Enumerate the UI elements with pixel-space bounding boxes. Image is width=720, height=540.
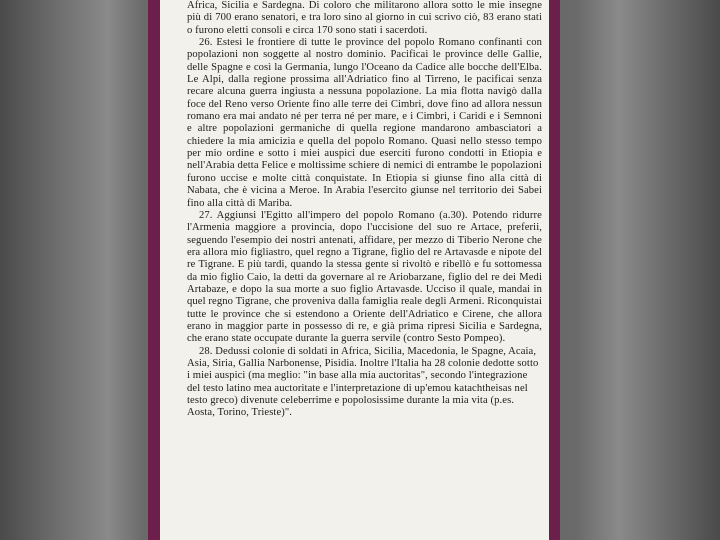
scanned-page [160, 0, 549, 540]
paragraph-section-26: 26. Estesi le frontiere di tutte le province del popolo Romano confinanti con popolazioni non soggette al nostro dominio. Pacificai le province delle Gallie, delle Spagne e così la Germania, lungo l'Oceano da Cadice alle bocche dell'Elba. Le Alpi, dalla regione prossima all'Adriatico fino al Tirreno, le pacificai senza recare alcuna guerra ingiusta a nessuna popolazione. La mia flotta navigò dalla foce del Reno verso Oriente fino alle terre dei Cimbri, dove fino ad allora nessun romano era mai andato né per terra né per mare, e i Cimbri, i Caridi e i Semnoni e altre popolazioni germaniche di quella regione mandarono ambasciatori a chiedere la mia amicizia e quella del popolo Romano. Quasi nello stesso tempo per mio ordine e sotto i miei auspici due eserciti furono condotti in Etiopia e nell'Arabia detta Felice e moltissime schiere di nemici di entrambe le popolazioni furono uccise e molte città conquistate. In Etiopia si giunse fino alla città di Nabata, che è vicina a Meroe. In Arabia l'esercito giunse nel territorio dei Sabei fino alla città di Mariba. [187, 37, 542, 209]
paragraph-section-28: 28. Dedussi colonie di soldati in Africa, Sicilia, Macedonia, le Spagne, Acaia, Asia, Siria, Gallia Narbonense, Pisidia. Inoltre l'Italia ha 28 colonie dedotte sotto i miei auspici (ma meglio: "in base alla mia auctoritas", secondo l'integrazione del testo latino mea auctoritate e l'interpretazione di up'emou katachtheisas nel testo greco) divenute celeberrime e popolosissime durante la mia vita (p.es. Aosta, Torino, Trieste)". [187, 345, 539, 419]
paragraph-section-27: 27. Aggiunsi l'Egitto all'impero del popolo Romano (a.30). Potendo ridurre l'Armenia maggiore a provincia, dopo l'uccisione del suo re Artace, preferii, seguendo l'esempio dei nostri antenati, affidare, per mezzo di Tiberio Nerone che era allora mio figliastro, quel regno a Tigrane, figlio del re Artavasde e nipote del re Tigrane. E più tardi, quando la stessa gente si rivoltò e ribellò e fu sottomessa da mio figlio Caio, la detti da governare al re Ariobarzane, figlio del re dei Medi Artabaze, e dopo la sua morte a suo figlio Artavasde. Ucciso il quale, mandai in quel regno Tigrane, che proveniva dalla famiglia reale degli Armeni. Riconquistai tutte le province che si estendono a Oriente dell'Adriatico e Cirene, che allora erano in maggior parte in possesso di re, e già prima ripresi Sicilia e Sardegna, che erano state occupate durante la guerra servile (contro Sesto Pompeo). [187, 209, 542, 345]
document-body [187, 0, 542, 420]
paragraph-continuation: Africa, Sicilia e Sardegna. Di coloro che militarono allora sotto le mie insegne più di 700 erano senatori, e tra loro sino al giorno in cui scrivo ciò, 83 erano stati o furono eletti consoli e circa 170 sono stati i sacerdoti. [187, 0, 542, 36]
